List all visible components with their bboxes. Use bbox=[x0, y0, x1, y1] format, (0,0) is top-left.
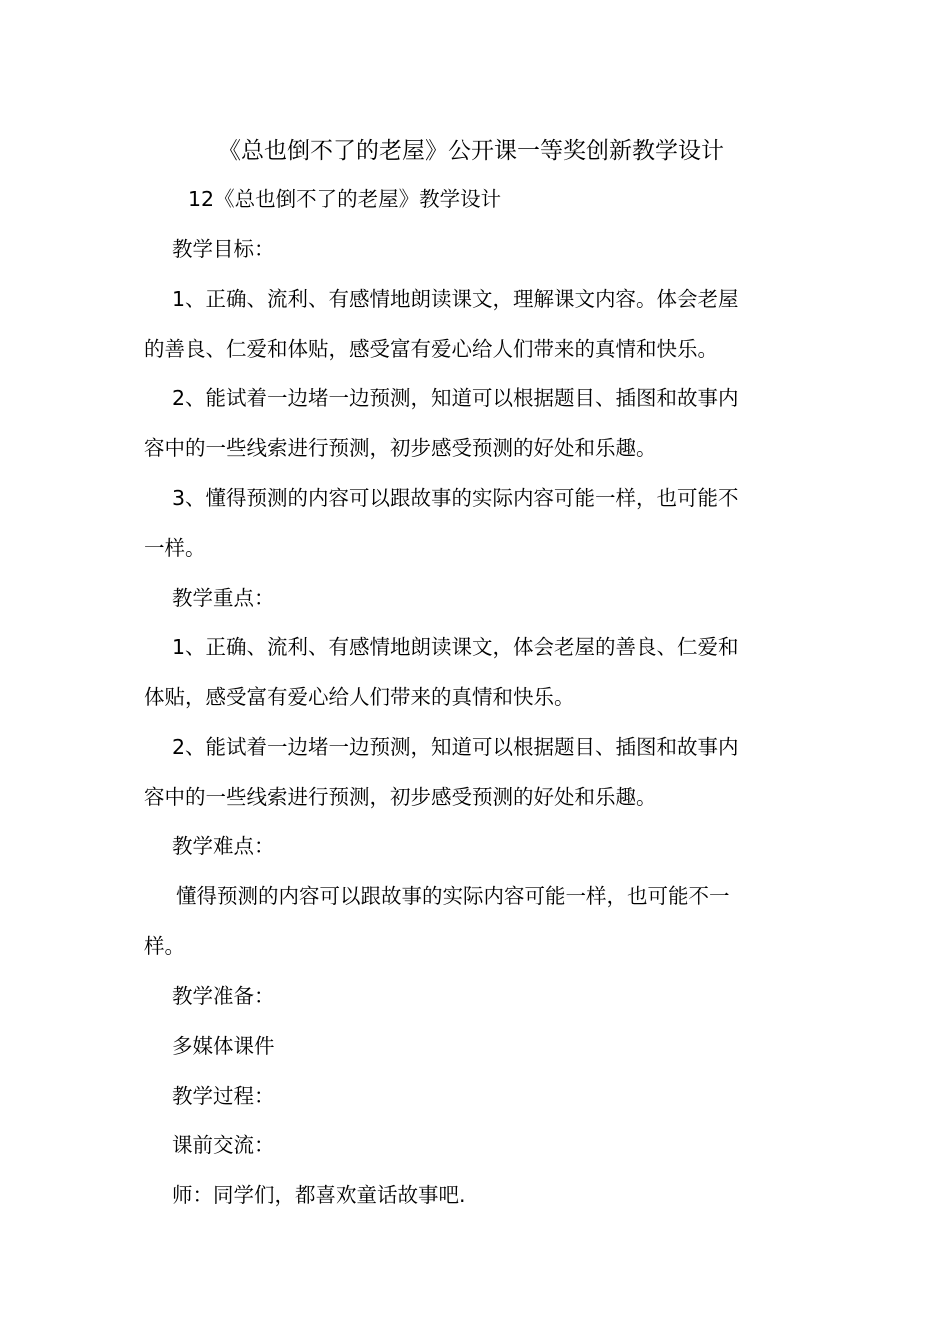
section-heading-objectives: 教学目标： bbox=[172, 237, 275, 261]
paragraph-line: 2、能试着一边堵一边预测，知道可以根据题目、插图和故事内 bbox=[172, 386, 739, 410]
section-heading-difficulties: 教学难点： bbox=[172, 834, 275, 858]
paragraph-line: 懂得预测的内容可以跟故事的实际内容可能一样，也可能不一 bbox=[176, 884, 730, 908]
paragraph-line: 容中的一些线索进行预测，初步感受预测的好处和乐趣。 bbox=[144, 436, 657, 460]
paragraph-line: 样。 bbox=[144, 934, 185, 958]
paragraph-line: 3、懂得预测的内容可以跟故事的实际内容可能一样，也可能不 bbox=[172, 486, 739, 510]
paragraph-line: 的善良、仁爱和体贴，感受富有爱心给人们带来的真情和快乐。 bbox=[144, 337, 718, 361]
section-heading-pre-class: 课前交流： bbox=[172, 1133, 275, 1157]
paragraph-line: 多媒体课件 bbox=[172, 1034, 275, 1058]
section-heading-process: 教学过程： bbox=[172, 1084, 275, 1108]
document-title: 《总也倒不了的老屋》公开课一等奖创新教学设计 bbox=[218, 138, 724, 164]
paragraph-line: 2、能试着一边堵一边预测，知道可以根据题目、插图和故事内 bbox=[172, 735, 739, 759]
paragraph-line: 1、正确、流利、有感情地朗读课文，体会老屋的善良、仁爱和 bbox=[172, 635, 739, 659]
paragraph-line: 1、正确、流利、有感情地朗读课文，理解课文内容。体会老屋 bbox=[172, 287, 739, 311]
document-subtitle: 12《总也倒不了的老屋》教学设计 bbox=[188, 187, 502, 211]
paragraph-line: 体贴，感受富有爱心给人们带来的真情和快乐。 bbox=[144, 685, 575, 709]
section-heading-key-points: 教学重点： bbox=[172, 586, 275, 610]
section-heading-preparation: 教学准备： bbox=[172, 984, 275, 1008]
paragraph-line: 师：同学们，都喜欢童话故事吧. bbox=[172, 1183, 466, 1207]
paragraph-line: 一样。 bbox=[144, 536, 206, 560]
paragraph-line: 容中的一些线索进行预测，初步感受预测的好处和乐趣。 bbox=[144, 785, 657, 809]
